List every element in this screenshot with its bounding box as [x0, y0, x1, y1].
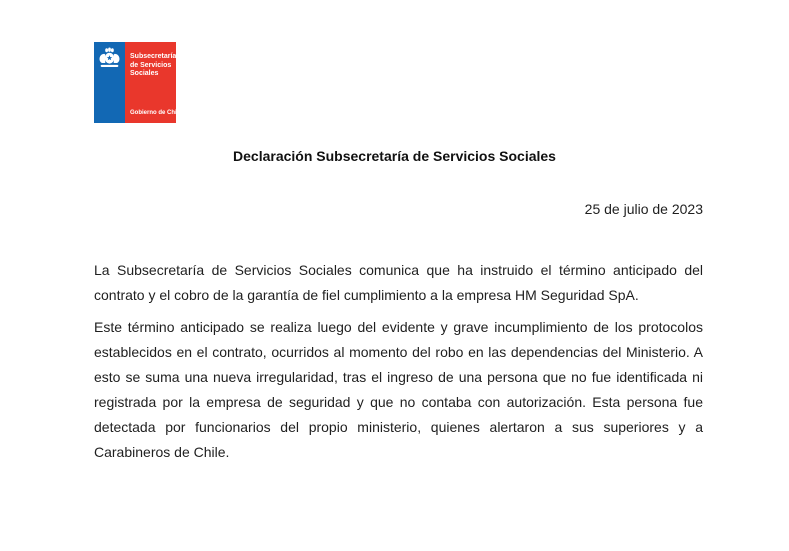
logo-institution-line: de Servicios: [130, 61, 172, 69]
logo-government-label: Gobierno de Chile: [130, 110, 182, 116]
gobierno-de-chile-logo: [94, 42, 182, 123]
paragraph-1: La Subsecretaría de Servicios Sociales comunica que ha instruido el término anticipado del contrato y el cobro de la garantía de fiel cumplimiento a la empresa HM Seguridad SpA.: [94, 262, 703, 303]
logo-institution-line: Sociales: [130, 70, 159, 77]
document-date: 25 de julio de 2023: [584, 201, 703, 217]
logo-institution-line: Subsecretaría: [130, 53, 177, 60]
logo-blue-panel: [94, 42, 125, 123]
paragraph-2: Este término anticipado se realiza luego del evidente y grave incumplimiento de los protocolos establecidos en el contrato, ocurridos al momento del robo en las dependencias del Ministerio. A esto se suma una nueva irregularidad, tras el ingreso de una persona que no fue identificada ni registrada por la empresa de seguridad y que no contaba con autorización. Esta persona fue detectada por funcionarios del propio ministerio, quienes alertaron a sus superiores y a Carabineros de Chile.: [94, 319, 703, 460]
document-title: Declaración Subsecretaría de Servicios Sociales: [233, 148, 556, 164]
document-body: [94, 258, 703, 465]
logo-institution-name: [130, 53, 176, 79]
chile-coat-of-arms-icon: [96, 47, 123, 70]
logo-red-panel: [125, 42, 182, 123]
